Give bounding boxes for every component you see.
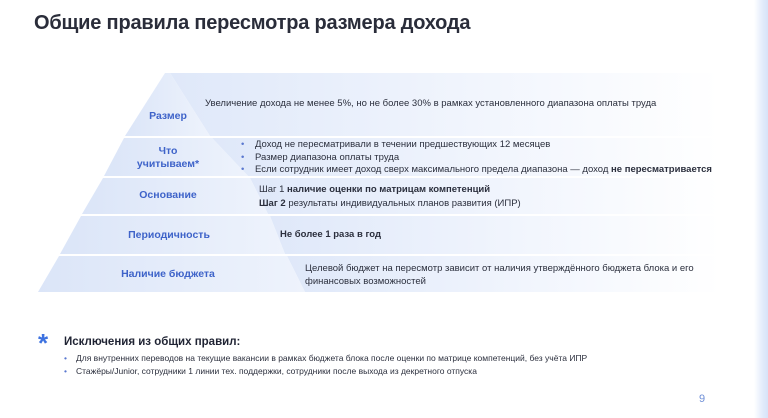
tier-label-budget: Наличие бюджета	[121, 268, 215, 280]
consider-bullet-3-normal: Если сотрудник имеет доход сверх максимального предела диапазона — доход	[255, 164, 612, 175]
tier-text-basis	[259, 184, 689, 210]
basis-step2-bold: Шаг 2	[259, 197, 286, 209]
exceptions-title: Исключения из общих правил:	[64, 336, 241, 348]
tier-text-budget: Целевой бюджет на пересмотр зависит от наличия утверждённого бюджета блока и его финансовых возможностей	[305, 263, 694, 287]
tier-text-frequency	[280, 229, 580, 242]
exceptions-list	[64, 352, 587, 378]
consider-bullet-1: • Доход не пересматривали в течении предшествующих 12 месяцев	[241, 139, 721, 152]
tier-text-size: Увеличение дохода не менее 5%, но не более 30% в рамках установленного диапазона оплаты труда	[205, 98, 657, 109]
tier-label-consider	[120, 145, 216, 171]
consider-bullet-3-bold: не пересматривается	[611, 164, 712, 175]
page-title: Общие правила пересмотра размера дохода	[34, 12, 471, 34]
tier-bullets-consider	[241, 139, 721, 177]
tier-label-size: Размер	[149, 110, 187, 122]
tier-label-basis: Основание	[139, 189, 197, 201]
basis-step1-prefix: Шаг 1	[259, 184, 288, 195]
asterisk-icon: *	[38, 328, 49, 358]
consider-bullet-2: • Размер диапазона оплаты труда	[241, 152, 721, 165]
tier-label-consider-line2: учитываем*	[136, 158, 200, 170]
exception-item: • Стажёры/Junior, сотрудники 1 линии тех. поддержки, сотрудники после выхода из декретного отпуска	[64, 365, 587, 378]
basis-line-2	[259, 198, 689, 211]
basis-line-1	[259, 184, 689, 197]
tier-label-frequency: Периодичность	[128, 229, 210, 241]
consider-bullet-3	[241, 164, 721, 177]
frequency-bold: Не более 1 раза в год	[280, 229, 381, 240]
tier-label-consider-line1: Что	[158, 145, 178, 157]
page-number: 9	[699, 393, 706, 405]
exception-item: • Для внутренних переводов на текущие вакансии в рамках бюджета блока после оценки по матрице компетенций, без учёта ИПР	[64, 352, 587, 365]
basis-step2-rest: результаты индивидуальных планов развития (ИПР)	[285, 197, 521, 209]
basis-step1-bold: наличие оценки по матрицам компетенций	[287, 184, 491, 195]
